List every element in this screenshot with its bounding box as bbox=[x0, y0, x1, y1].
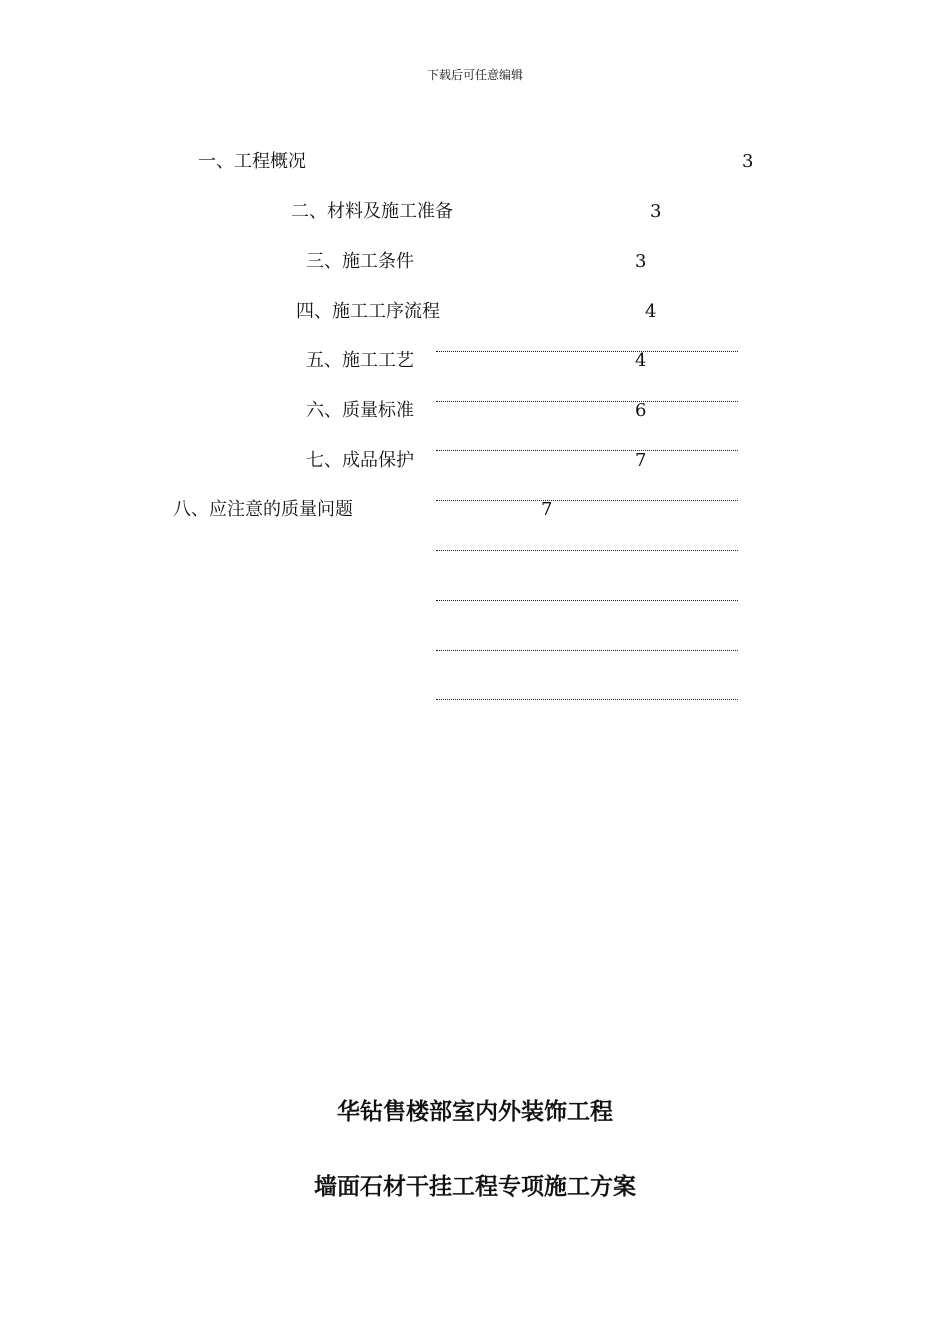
toc-item-label[interactable]: 一、工程概况 bbox=[198, 151, 306, 172]
dot-leader bbox=[436, 600, 738, 601]
toc-item-label[interactable]: 六、质量标准 bbox=[306, 400, 414, 421]
document-title: 华钻售楼部室内外装饰工程 bbox=[337, 1099, 613, 1125]
header-note: 下载后可任意编辑 bbox=[426, 68, 523, 82]
document-subtitle: 墙面石材干挂工程专项施工方案 bbox=[314, 1174, 636, 1200]
toc-item-page: 3 bbox=[742, 151, 754, 172]
dot-leader bbox=[436, 650, 738, 651]
toc-item-label[interactable]: 五、施工工艺 bbox=[306, 350, 414, 371]
toc-item-page: 6 bbox=[635, 400, 647, 421]
toc-item-label[interactable]: 四、施工工序流程 bbox=[296, 301, 440, 322]
toc-item-label[interactable]: 三、施工条件 bbox=[306, 251, 414, 272]
toc-item-label[interactable]: 二、材料及施工准备 bbox=[291, 201, 453, 222]
toc-item-page: 4 bbox=[635, 350, 647, 371]
dot-leader bbox=[436, 699, 738, 700]
dot-leader bbox=[436, 401, 738, 402]
dot-leader bbox=[436, 450, 738, 451]
toc-item-page: 7 bbox=[541, 499, 553, 520]
dot-leader bbox=[436, 351, 738, 352]
toc-item-label[interactable]: 八、应注意的质量问题 bbox=[173, 499, 353, 520]
dot-leader bbox=[436, 550, 738, 551]
toc-item-page: 7 bbox=[635, 450, 647, 471]
dot-leader bbox=[436, 500, 738, 501]
toc-item-page: 3 bbox=[635, 251, 647, 272]
toc-item-page: 3 bbox=[650, 201, 662, 222]
toc-item-label[interactable]: 七、成品保护 bbox=[306, 450, 414, 471]
toc-item-page: 4 bbox=[645, 301, 657, 322]
